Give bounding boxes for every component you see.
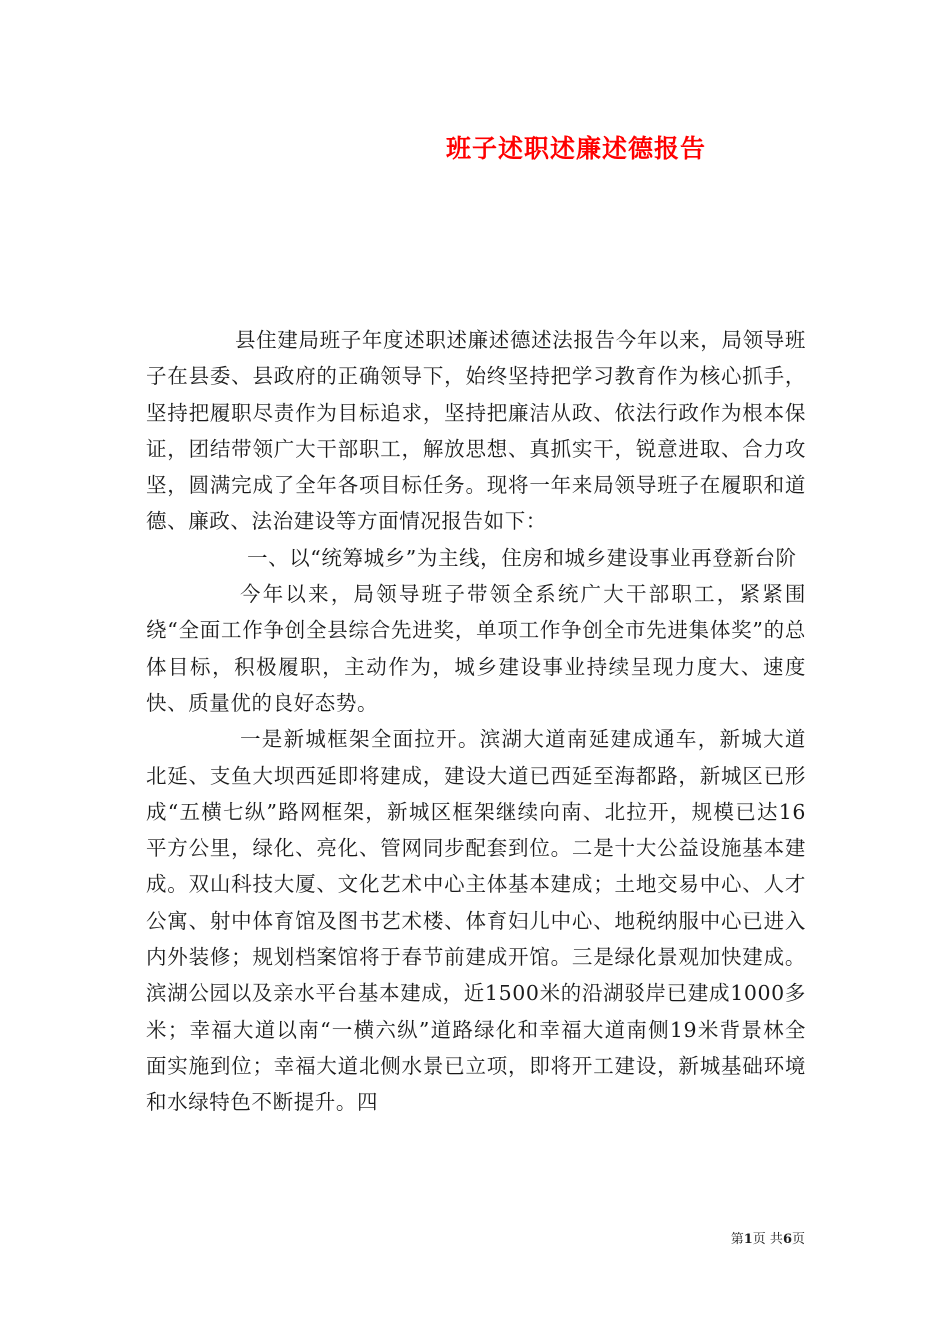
page-footer [731,1232,805,1248]
document-title: 班子述职述廉述德报告 [445,134,706,163]
paragraph-details: 一是新城框架全面拉开。滨湖大道南延建成通车，新城大道北延、支鱼大坝西延即将建成，建设大道已西延至海都路，新城区已形成“五横七纵”路网框架，新城区框架继续向南、北拉开，规模已达16平方公里，绿化、亮化、管网同步配套到位。二是十大公益设施基本建成。双山科技大厦、文化艺术中心主体基本建成；土地交易中心、人才公寓、射中体育馆及图书艺术楼、体育妇儿中心、地税纳服中心已进入内外装修；规划档案馆将于春节前建成开馆。三是绿化景观加快建成。滨湖公园以及亲水平台基本建成，近1500米的沿湖驳岸已建成1000多米；幸福大道以南“一横六纵”道路绿化和幸福大道南侧19米背景林全面实施到位；幸福大道北侧水景已立项，即将开工建设，新城基础环境和水绿特色不断提升。四 [146,727,806,1115]
document-body [146,322,806,1121]
footer-middle: 页 共 [752,1232,783,1247]
footer-total-pages: 6 [782,1232,792,1247]
paragraph-intro: 县住建局班子年度述职述廉述德述法报告今年以来，局领导班子在县委、县政府的正确领导下，始终坚持把学习教育作为核心抓手，坚持把履职尽责作为目标追求，坚持把廉洁从政、依法行政作为根本保证，团结带领广大干部职工，解放思想、真抓实干，锐意进取、合力攻坚，圆满完成了全年各项目标任务。现将一年来局领导班子在履职和道德、廉政、法治建设等方面情况报告如下： [146,328,806,534]
footer-prefix: 第 [730,1232,744,1247]
footer-suffix: 页 [791,1232,805,1247]
paragraph-overview: 今年以来，局领导班子带领全系统广大干部职工，紧紧围绕“全面工作争创全县综合先进奖，单项工作争创全市先进集体奖”的总体目标，积极履职，主动作为，城乡建设事业持续呈现力度大、速度快、质量优的良好态势。 [146,582,806,715]
paragraph-section-heading: 一、以“统筹城乡”为主线，住房和城乡建设事业再登新台阶 [247,545,797,570]
footer-current-page: 1 [743,1232,753,1247]
